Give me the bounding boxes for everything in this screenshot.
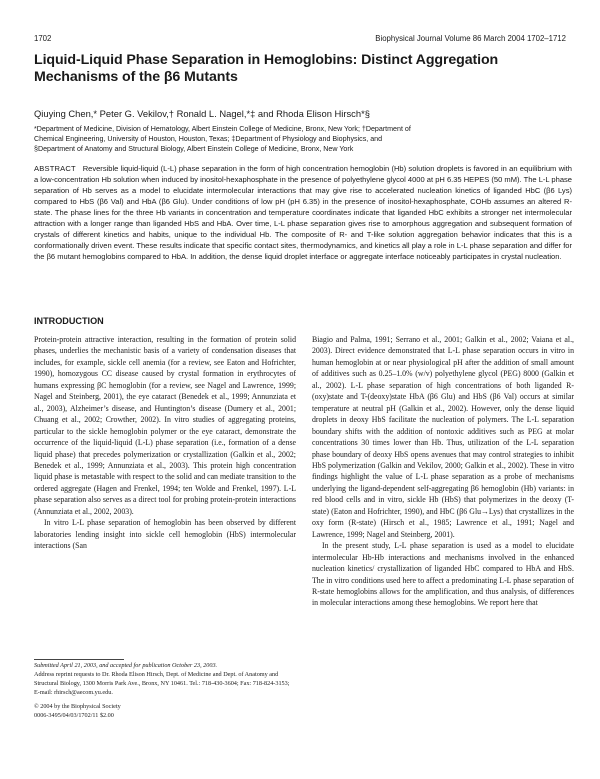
copyright: © 2004 by the Biophysical Society	[34, 703, 121, 710]
body-column-left	[34, 334, 296, 552]
body-paragraph: In the present study, L-L phase separation is used as a model to elucidate intermolecular Hb-Hb interactions and mechanisms involved in the enhanced nucleation kinetics/ crystallization of liganded HbC compared to HbA and HbS. The in vitro conditions used here to affect a predominating L-L phase separation of R-state hemoglobins allows for the amplification, and thus analysis, of differences in molecular interactions among these hemoglobins. We report here that	[312, 541, 574, 608]
abstract	[34, 163, 572, 262]
affiliation-line: *Department of Medicine, Division of Hematology, Albert Einstein College of Medicine, Bronx, New York; †Department of	[34, 125, 411, 133]
abstract-label: ABSTRACT	[34, 164, 76, 173]
affiliation-line: §Department of Anatomy and Structural Biology, Albert Einstein College of Medicine, Bronx, New York	[34, 145, 354, 153]
submission-dates: Submitted April 21, 2003, and accepted for publication October 23, 2003.	[34, 662, 218, 669]
affiliation-line: Chemical Engineering, University of Houston, Houston, Texas; ‡Department of Physiology and Biophysics, and	[34, 135, 383, 143]
footnotes	[34, 661, 296, 720]
section-heading: INTRODUCTION	[34, 316, 104, 326]
body-paragraph: Protein-protein attractive interaction, resulting in the formation of protein solid phases, underlies the mechanistic basis of a variety of condensation diseases that includes, for example, sickle cell anemia (for a review, see Eaton and Hofrichter, 1990), homozygous CC disease caused by crystal formation in erythrocytes of humans expressing βC hemoglobin (for a review, see Nagel and Lawrence, 1999; Nagel and Steinberg, 2001), the eye cataract (Benedek et al., 1999; Annunziata et al., 2003), Alzheimer’s disease, and Huntington’s disease (Dumery et al., 2001; Chuang et al., 2002; Crowther, 2002). In vitro studies of aggregating proteins, particular to the sickle hemoglobin polymer or the eye cataract, demonstrate the occurrence of the liquid-liquid (L-L) phase separation (i.e., formation of a dense liquid phase) that precedes polymerization or crystallization (Galkin et al., 2002; Benedek et al., 1999; Annunziata et al., 2003). This protein high concentration liquid phase is metastable with respect to the solid and can mediate transition to the ordered aggregate (Hagen and Frenkel, 1994; ten Wolde and Frenkel, 1997). L-L phase separation also serves as a direct tool for probing protein-protein interactions (Annunziata et al., 2002, 2003).	[34, 335, 296, 516]
running-header	[34, 34, 566, 48]
page-number: 1702	[34, 34, 52, 43]
body-column-right	[312, 334, 574, 609]
body-paragraph: Biagio and Palma, 1991; Serrano et al., 2001; Galkin et al., 2002; Vaiana et al., 2003). Direct evidence demonstrated that L-L phase separation occurs in vitro in human hemoglobin at or near physiological pH after the addition of small amount of additives such as 0.25–1.0% (w/v) polyethylene glycol (PEG) 8000 (Galkin et al., 2002). L-L phase separation of high concentrations of both liganded R-(oxy)state and T-(deoxy)state HbA (β6 Glu) and HbS (β6 Val) occurs at similar temperature at neutral pH (Galkin et al., 2002). However, only the dense liquid droplets in deoxy HbS facilitate the nucleation of polymers. The L-L separation boundary shifts with the addition of nontoxic additives such as PEG at molar concentrations 30 times lower than Hb. Thus, utilization of the L-L separation phase boundary of deoxy HbS opens avenues that may control strategies to inhibit HbS polymerization (Galkin and Vekilov, 2000; Galkin et al., 2002). These in vitro findings highlight the value of L-L phase separation as a probe of mechanisms underlying the ligand-dependent self-aggregating β6 hemoglobin (Hb) variants: in red blood cells and in vitro, sickle Hb (HbS) that polymerizes in the deoxy (T-state) (Eaton and Hofrichter, 1990), and HbC (β6 Glu→Lys) that crystallizes in the oxy form (R-state) (Hirsch et al., 1985; Lawrence et al., 1991; Nagel and Lawrence, 1999; Nagel and Steinberg, 2001).	[312, 335, 574, 539]
author-list: Qiuying Chen,* Peter G. Vekilov,† Ronald L. Nagel,*‡ and Rhoda Elison Hirsch*§	[34, 108, 370, 119]
footnote-rule	[34, 659, 124, 660]
abstract-text: Reversible liquid-liquid (L-L) phase separation in the form of high concentration hemoglobin (Hb) solution droplets is favored in an equilibrium with a low-concentration Hb solution when induced by inositol-hexaphosphate in the presence of polyethylene glycol 4000 at pH 6.35 HEPES (50 mM). The L-L phase separation of Hb serves as a model to elucidate intermolecular interactions that may give rise to accelerated nucleation kinetics of liganded HbC (β6 Lys) compared to HbS (β6 Val) and HbA (β6 Glu). Under conditions of low pH (pH 6.35) in the presence of inositol-hexaphosphate, COHb assumes an altered R-state. The phase lines for the three Hb variants in concentration and temperature coordinates indicate that liganded HbC exhibits a stronger net intermolecular attraction with a longer range than liganded HbS and HbA. Over time, L-L phase separation gives rise to amorphous aggregation and subsequent formation of crystals of different kinetics and habits, unique to the individual Hb. The composite of R- and T-like solution aggregation behavior indicates that this is a conformationally driven event. These results indicate that specific contact sites, thermodynamics, and kinetics all play a role in L-L phase separation and differ for the β6 mutant hemoglobins compared to HbA. In addition, the dense liquid droplet interface or aggregate interface noticeably participates in crystal nucleation.	[34, 164, 572, 262]
article-title: Liquid-Liquid Phase Separation in Hemoglobins: Distinct Aggregation Mechanisms of the β6 Mutants	[34, 52, 499, 85]
body-paragraph: In vitro L-L phase separation of hemoglobin has been observed by different laboratories lending insight into sickle cell hemoglobin (HbS) intermolecular interactions (San	[34, 518, 296, 551]
affiliations	[34, 124, 574, 154]
article-code: 0006-3495/04/03/1702/11 $2.00	[34, 712, 114, 719]
reprint-address: Address reprint requests to Dr. Rhoda Elison Hirsch, Dept. of Medicine and Dept. of Anatomy and Structural Biology, 1300 Morris Park Ave., Bronx, NY 10461. Tel.: 718-430-3604; Fax: 718-824-3153; E-mail: rhirsch@aecom.yu.edu.	[34, 671, 290, 696]
journal-info: Biophysical Journal Volume 86 March 2004 1702–1712	[375, 34, 566, 43]
